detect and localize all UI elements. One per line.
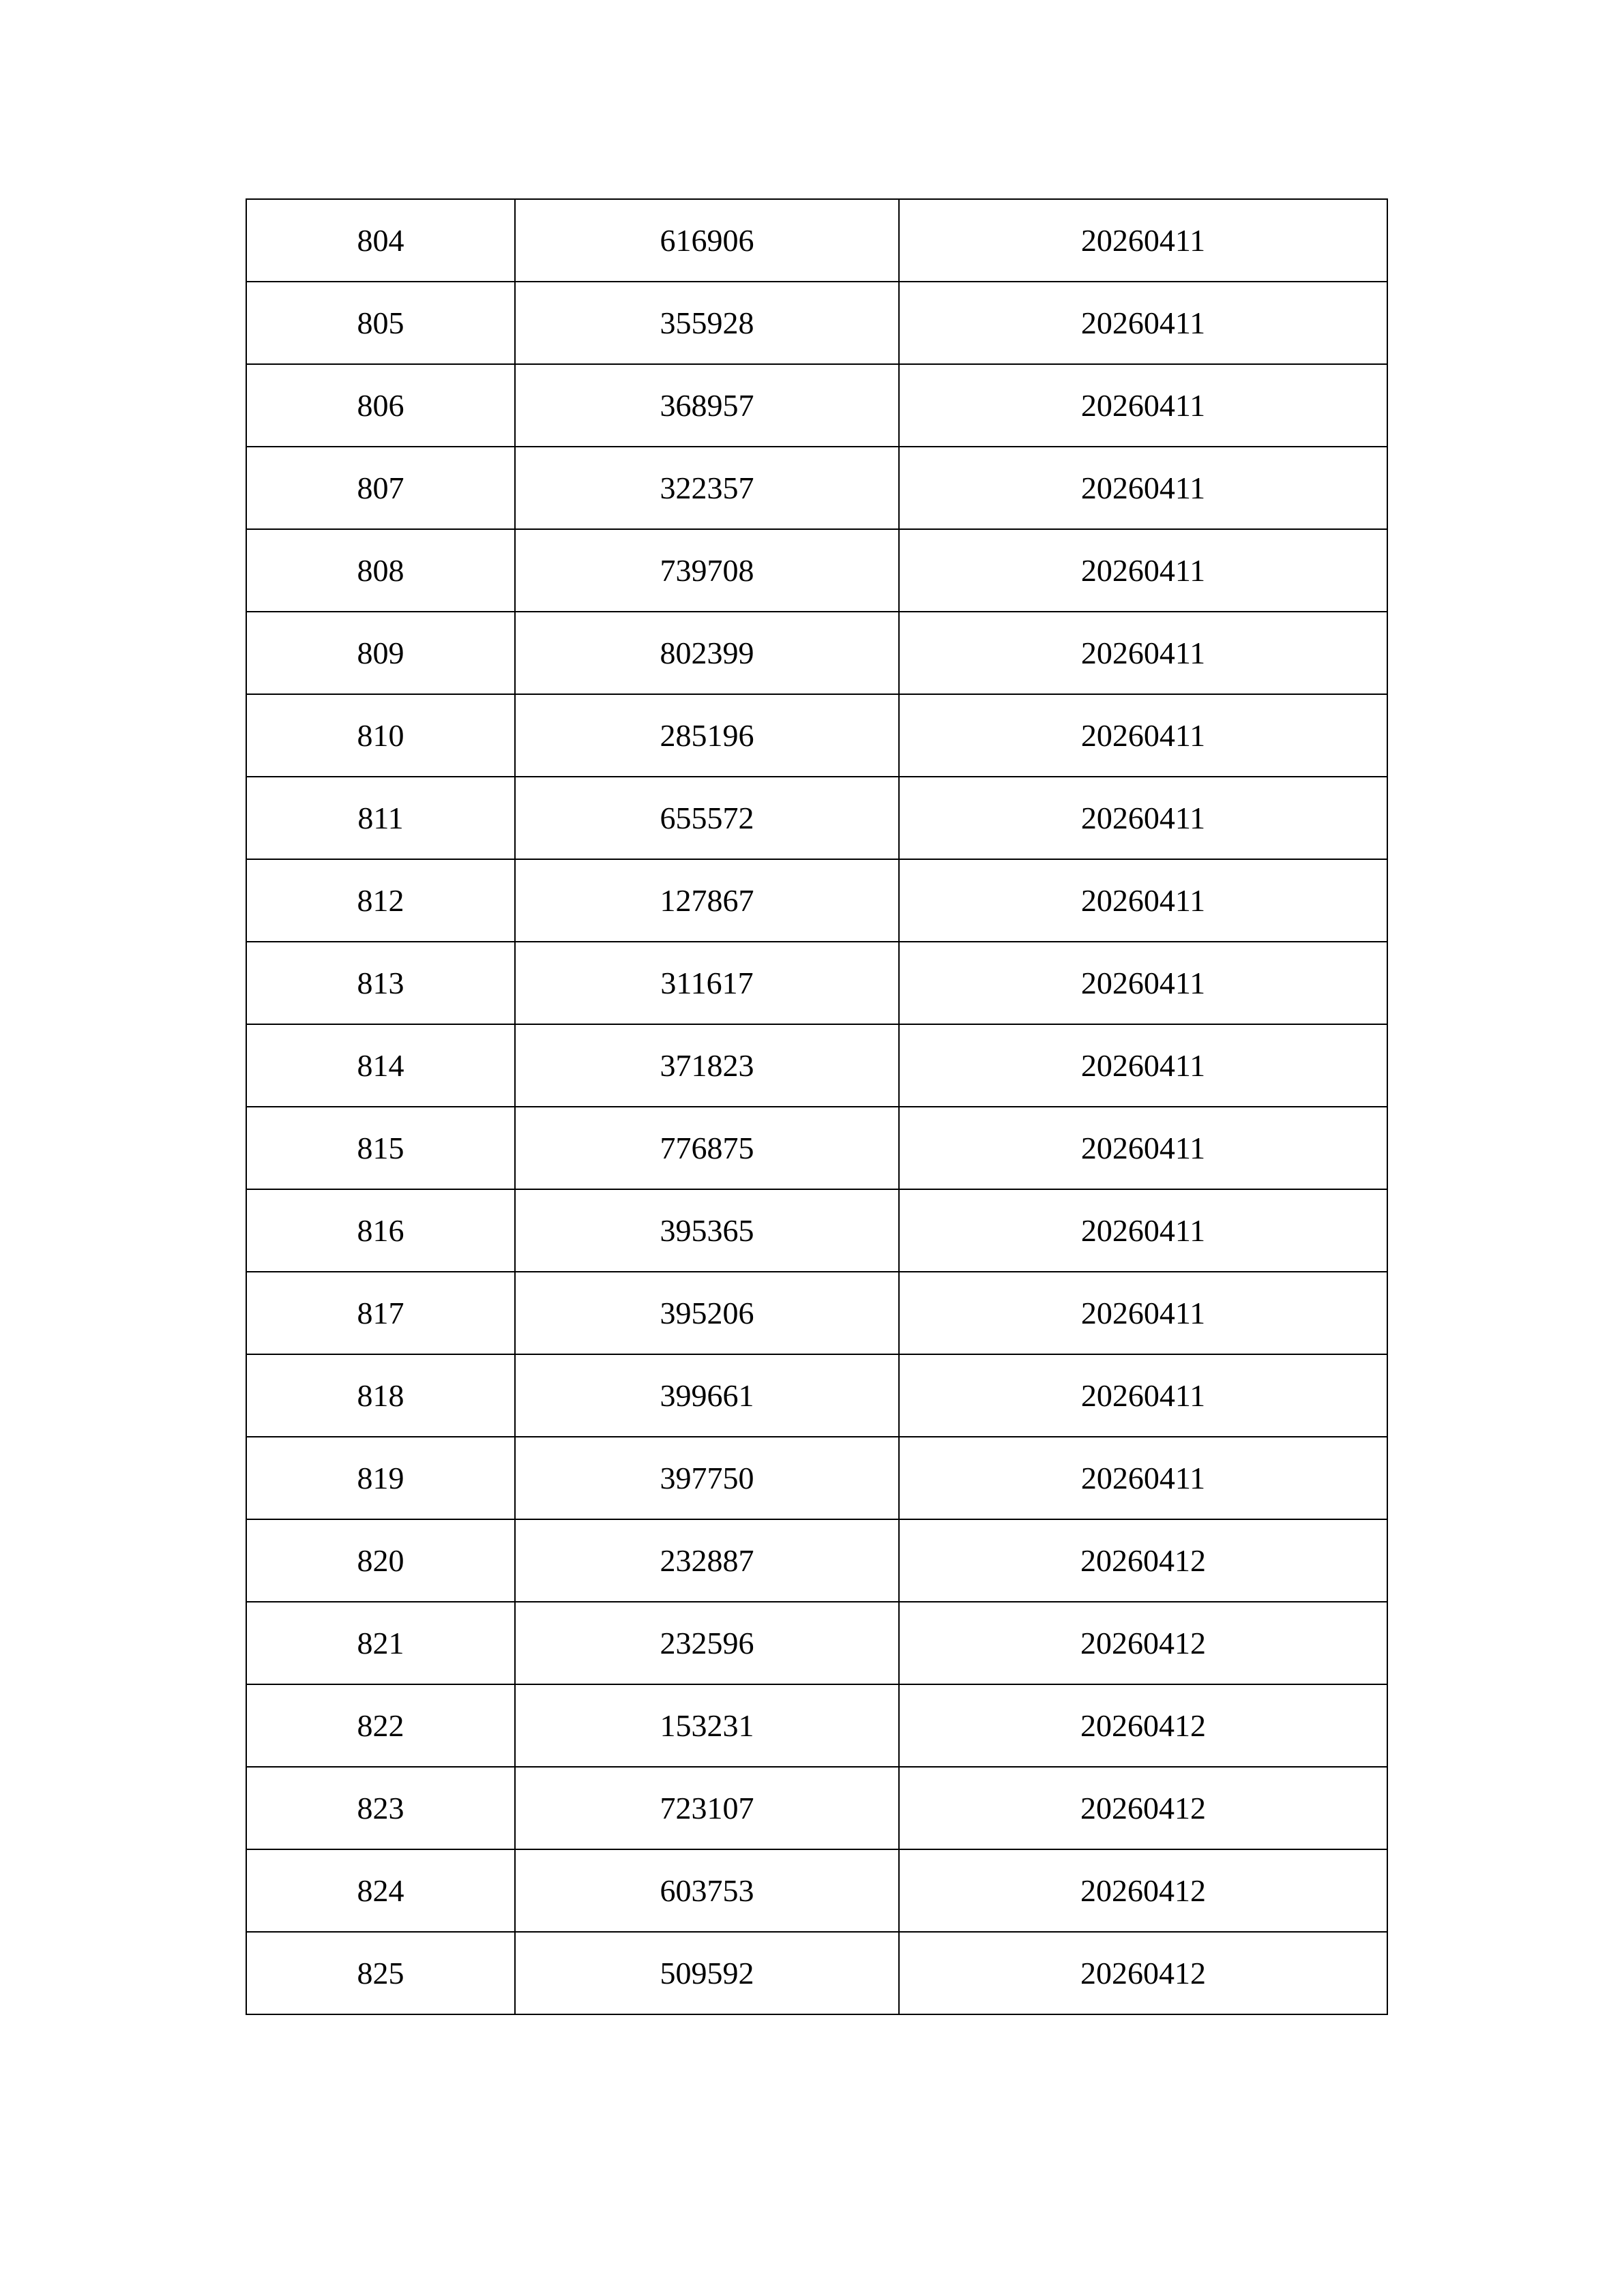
code-cell: 232596 bbox=[515, 1602, 899, 1684]
code-cell: 399661 bbox=[515, 1354, 899, 1437]
table-row bbox=[246, 1849, 1387, 1932]
date-cell: 20260411 bbox=[899, 1437, 1387, 1519]
code-cell: 802399 bbox=[515, 612, 899, 694]
code-cell: 368957 bbox=[515, 364, 899, 447]
serial-number-cell: 814 bbox=[246, 1024, 515, 1107]
table-row bbox=[246, 1272, 1387, 1354]
code-cell: 355928 bbox=[515, 282, 899, 364]
table-row bbox=[246, 1767, 1387, 1849]
table-row bbox=[246, 364, 1387, 447]
table-row bbox=[246, 1024, 1387, 1107]
code-cell: 127867 bbox=[515, 859, 899, 942]
code-cell: 776875 bbox=[515, 1107, 899, 1189]
date-cell: 20260411 bbox=[899, 1024, 1387, 1107]
code-cell: 723107 bbox=[515, 1767, 899, 1849]
code-cell: 397750 bbox=[515, 1437, 899, 1519]
table-row bbox=[246, 1107, 1387, 1189]
date-cell: 20260412 bbox=[899, 1519, 1387, 1602]
serial-number-cell: 813 bbox=[246, 942, 515, 1024]
code-cell: 285196 bbox=[515, 694, 899, 777]
date-cell: 20260411 bbox=[899, 1189, 1387, 1272]
serial-number-cell: 820 bbox=[246, 1519, 515, 1602]
date-cell: 20260412 bbox=[899, 1767, 1387, 1849]
table-row bbox=[246, 529, 1387, 612]
table-row bbox=[246, 942, 1387, 1024]
table-row bbox=[246, 1519, 1387, 1602]
code-cell: 616906 bbox=[515, 199, 899, 282]
table-row bbox=[246, 694, 1387, 777]
code-cell: 232887 bbox=[515, 1519, 899, 1602]
table-row bbox=[246, 1437, 1387, 1519]
date-cell: 20260411 bbox=[899, 859, 1387, 942]
table-row bbox=[246, 1602, 1387, 1684]
code-cell: 655572 bbox=[515, 777, 899, 859]
serial-number-cell: 819 bbox=[246, 1437, 515, 1519]
date-cell: 20260411 bbox=[899, 364, 1387, 447]
date-cell: 20260411 bbox=[899, 529, 1387, 612]
date-cell: 20260411 bbox=[899, 942, 1387, 1024]
date-cell: 20260411 bbox=[899, 282, 1387, 364]
serial-number-cell: 812 bbox=[246, 859, 515, 942]
serial-number-cell: 825 bbox=[246, 1932, 515, 2014]
code-cell: 322357 bbox=[515, 447, 899, 529]
date-cell: 20260412 bbox=[899, 1849, 1387, 1932]
date-cell: 20260411 bbox=[899, 694, 1387, 777]
serial-number-cell: 809 bbox=[246, 612, 515, 694]
code-cell: 371823 bbox=[515, 1024, 899, 1107]
code-cell: 603753 bbox=[515, 1849, 899, 1932]
table-row bbox=[246, 1189, 1387, 1272]
table-row bbox=[246, 199, 1387, 282]
serial-number-cell: 821 bbox=[246, 1602, 515, 1684]
serial-number-cell: 823 bbox=[246, 1767, 515, 1849]
date-cell: 20260411 bbox=[899, 447, 1387, 529]
serial-number-cell: 815 bbox=[246, 1107, 515, 1189]
serial-number-cell: 824 bbox=[246, 1849, 515, 1932]
serial-number-cell: 817 bbox=[246, 1272, 515, 1354]
serial-number-cell: 808 bbox=[246, 529, 515, 612]
data-table bbox=[246, 198, 1388, 2015]
serial-number-cell: 816 bbox=[246, 1189, 515, 1272]
table-row bbox=[246, 1354, 1387, 1437]
date-cell: 20260411 bbox=[899, 1107, 1387, 1189]
code-cell: 739708 bbox=[515, 529, 899, 612]
code-cell: 395206 bbox=[515, 1272, 899, 1354]
serial-number-cell: 811 bbox=[246, 777, 515, 859]
serial-number-cell: 806 bbox=[246, 364, 515, 447]
serial-number-cell: 822 bbox=[246, 1684, 515, 1767]
date-cell: 20260412 bbox=[899, 1932, 1387, 2014]
table-row bbox=[246, 447, 1387, 529]
serial-number-cell: 807 bbox=[246, 447, 515, 529]
date-cell: 20260411 bbox=[899, 199, 1387, 282]
date-cell: 20260412 bbox=[899, 1684, 1387, 1767]
serial-number-cell: 805 bbox=[246, 282, 515, 364]
code-cell: 509592 bbox=[515, 1932, 899, 2014]
date-cell: 20260411 bbox=[899, 612, 1387, 694]
code-cell: 311617 bbox=[515, 942, 899, 1024]
code-cell: 395365 bbox=[515, 1189, 899, 1272]
date-cell: 20260412 bbox=[899, 1602, 1387, 1684]
date-cell: 20260411 bbox=[899, 1272, 1387, 1354]
serial-number-cell: 818 bbox=[246, 1354, 515, 1437]
table-row bbox=[246, 777, 1387, 859]
table-row bbox=[246, 1932, 1387, 2014]
table-row bbox=[246, 859, 1387, 942]
code-cell: 153231 bbox=[515, 1684, 899, 1767]
table-row bbox=[246, 1684, 1387, 1767]
serial-number-cell: 810 bbox=[246, 694, 515, 777]
table-row bbox=[246, 282, 1387, 364]
table-row bbox=[246, 612, 1387, 694]
table-body bbox=[246, 199, 1387, 2014]
serial-number-cell: 804 bbox=[246, 199, 515, 282]
date-cell: 20260411 bbox=[899, 1354, 1387, 1437]
date-cell: 20260411 bbox=[899, 777, 1387, 859]
